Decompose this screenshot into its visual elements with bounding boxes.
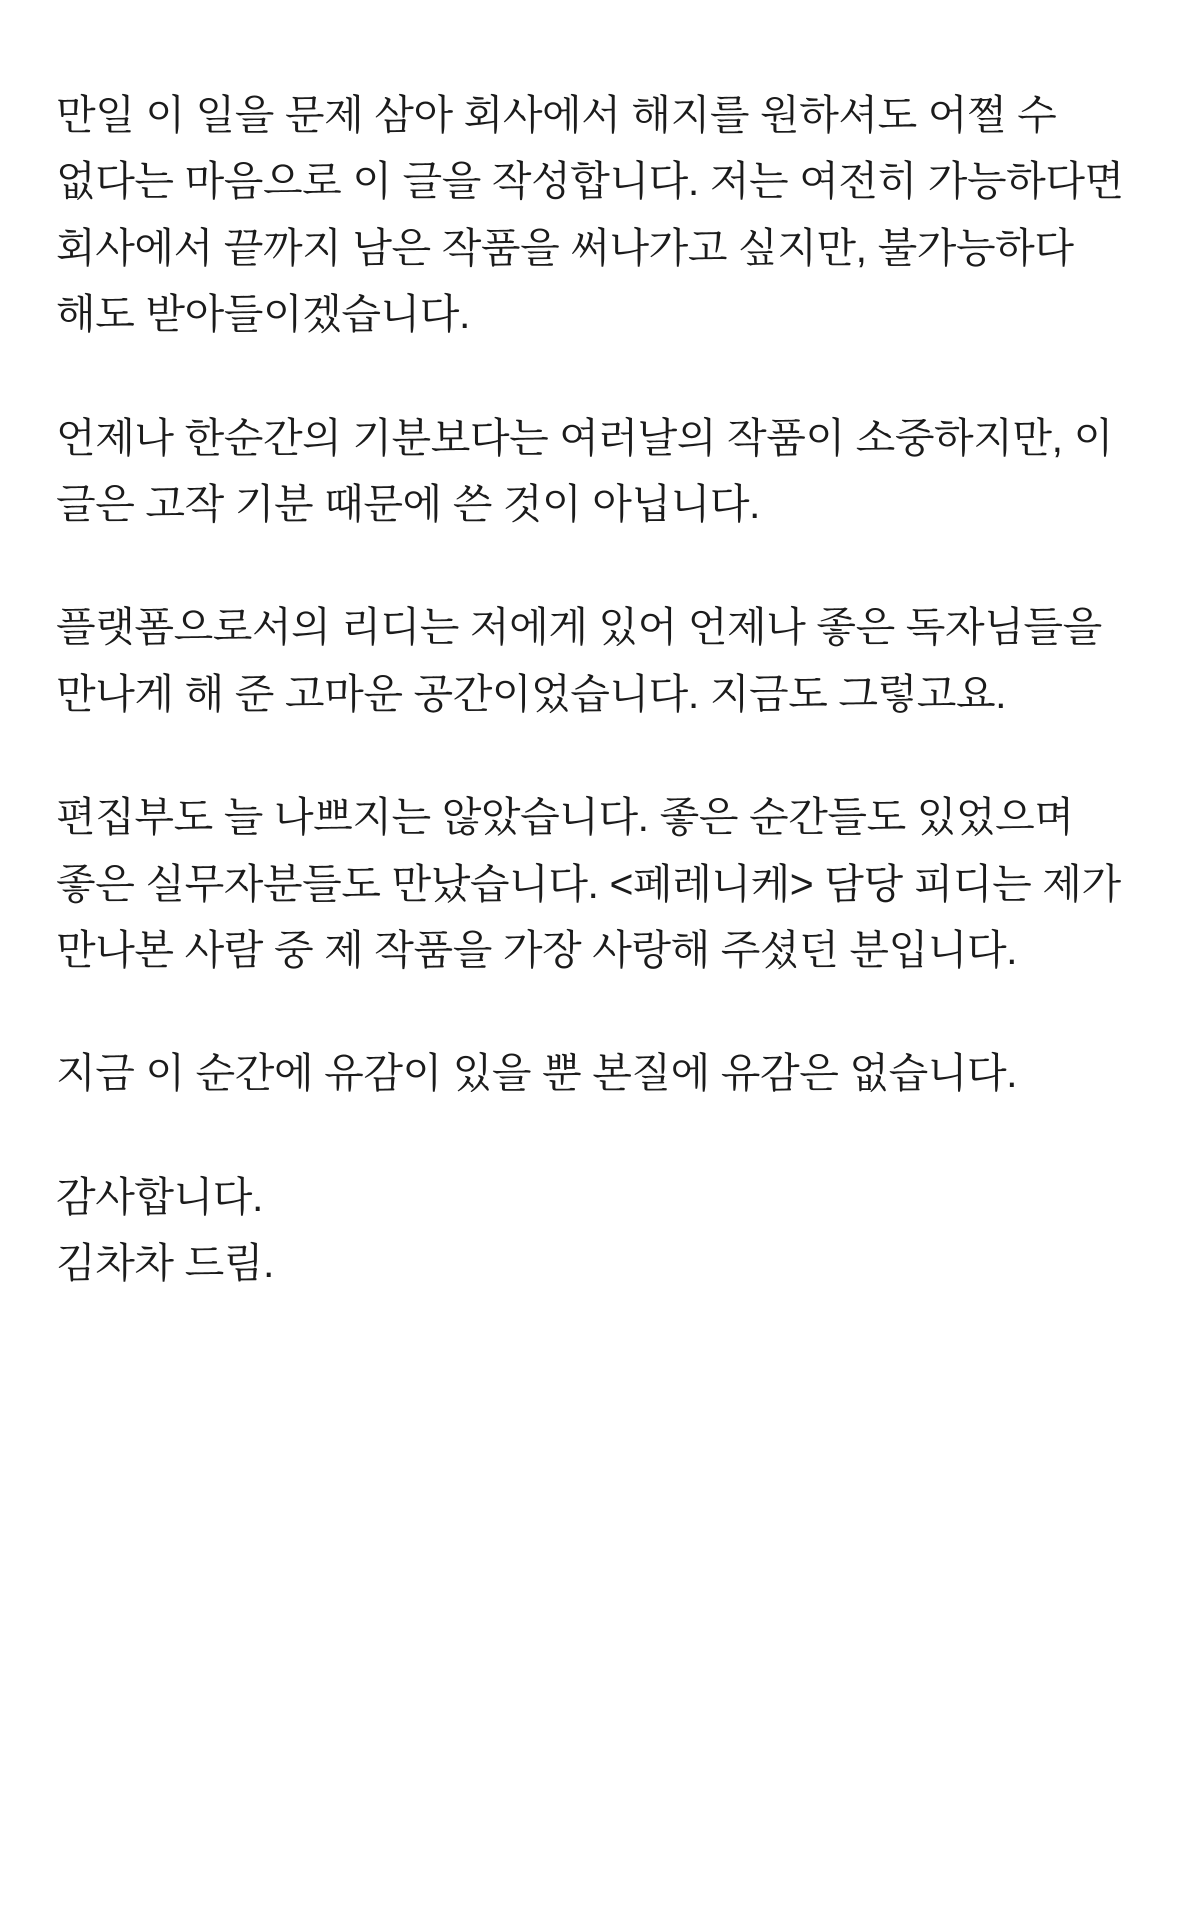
signature-author: 김차차 드림. (56, 1240, 274, 1287)
paragraph-5: 지금 이 순간에 유감이 있을 뿐 본질에 유감은 없습니다. (56, 1050, 1018, 1097)
signature-closing: 감사합니다. (56, 1173, 263, 1220)
paragraph-3: 플랫폼으로서의 리디는 저에게 있어 언제나 좋은 독자님들을 만나게 해 준 고마운 공간이었습니다. 지금도 그렇고요. (56, 604, 1113, 717)
paragraph-4: 편집부도 늘 나쁘지는 않았습니다. 좋은 순간들도 있었으며 좋은 실무자분들도 만났습니다. <페레니케> 담당 피디는 제가 만나본 사람 중 제 작품을 가장 사랑해 주셨던 분입니다. (56, 794, 1132, 974)
paragraph-2: 언제나 한순간의 기분보다는 여러날의 작품이 소중하지만, 이 글은 고작 기분 때문에 쓴 것이 아닙니다. (56, 414, 1124, 528)
statement-body (56, 82, 1136, 1297)
paragraph-1: 만일 이 일을 문제 삼아 회사에서 해지를 원하셔도 어쩔 수 없다는 마음으로 이 글을 작성합니다. 저는 여전히 가능하다면 회사에서 끝까지 남은 작품을 써나가고 싶지만, 불가능하다 해도 받아들이겠습니다. (56, 92, 1135, 338)
signature-block (56, 1164, 1136, 1297)
